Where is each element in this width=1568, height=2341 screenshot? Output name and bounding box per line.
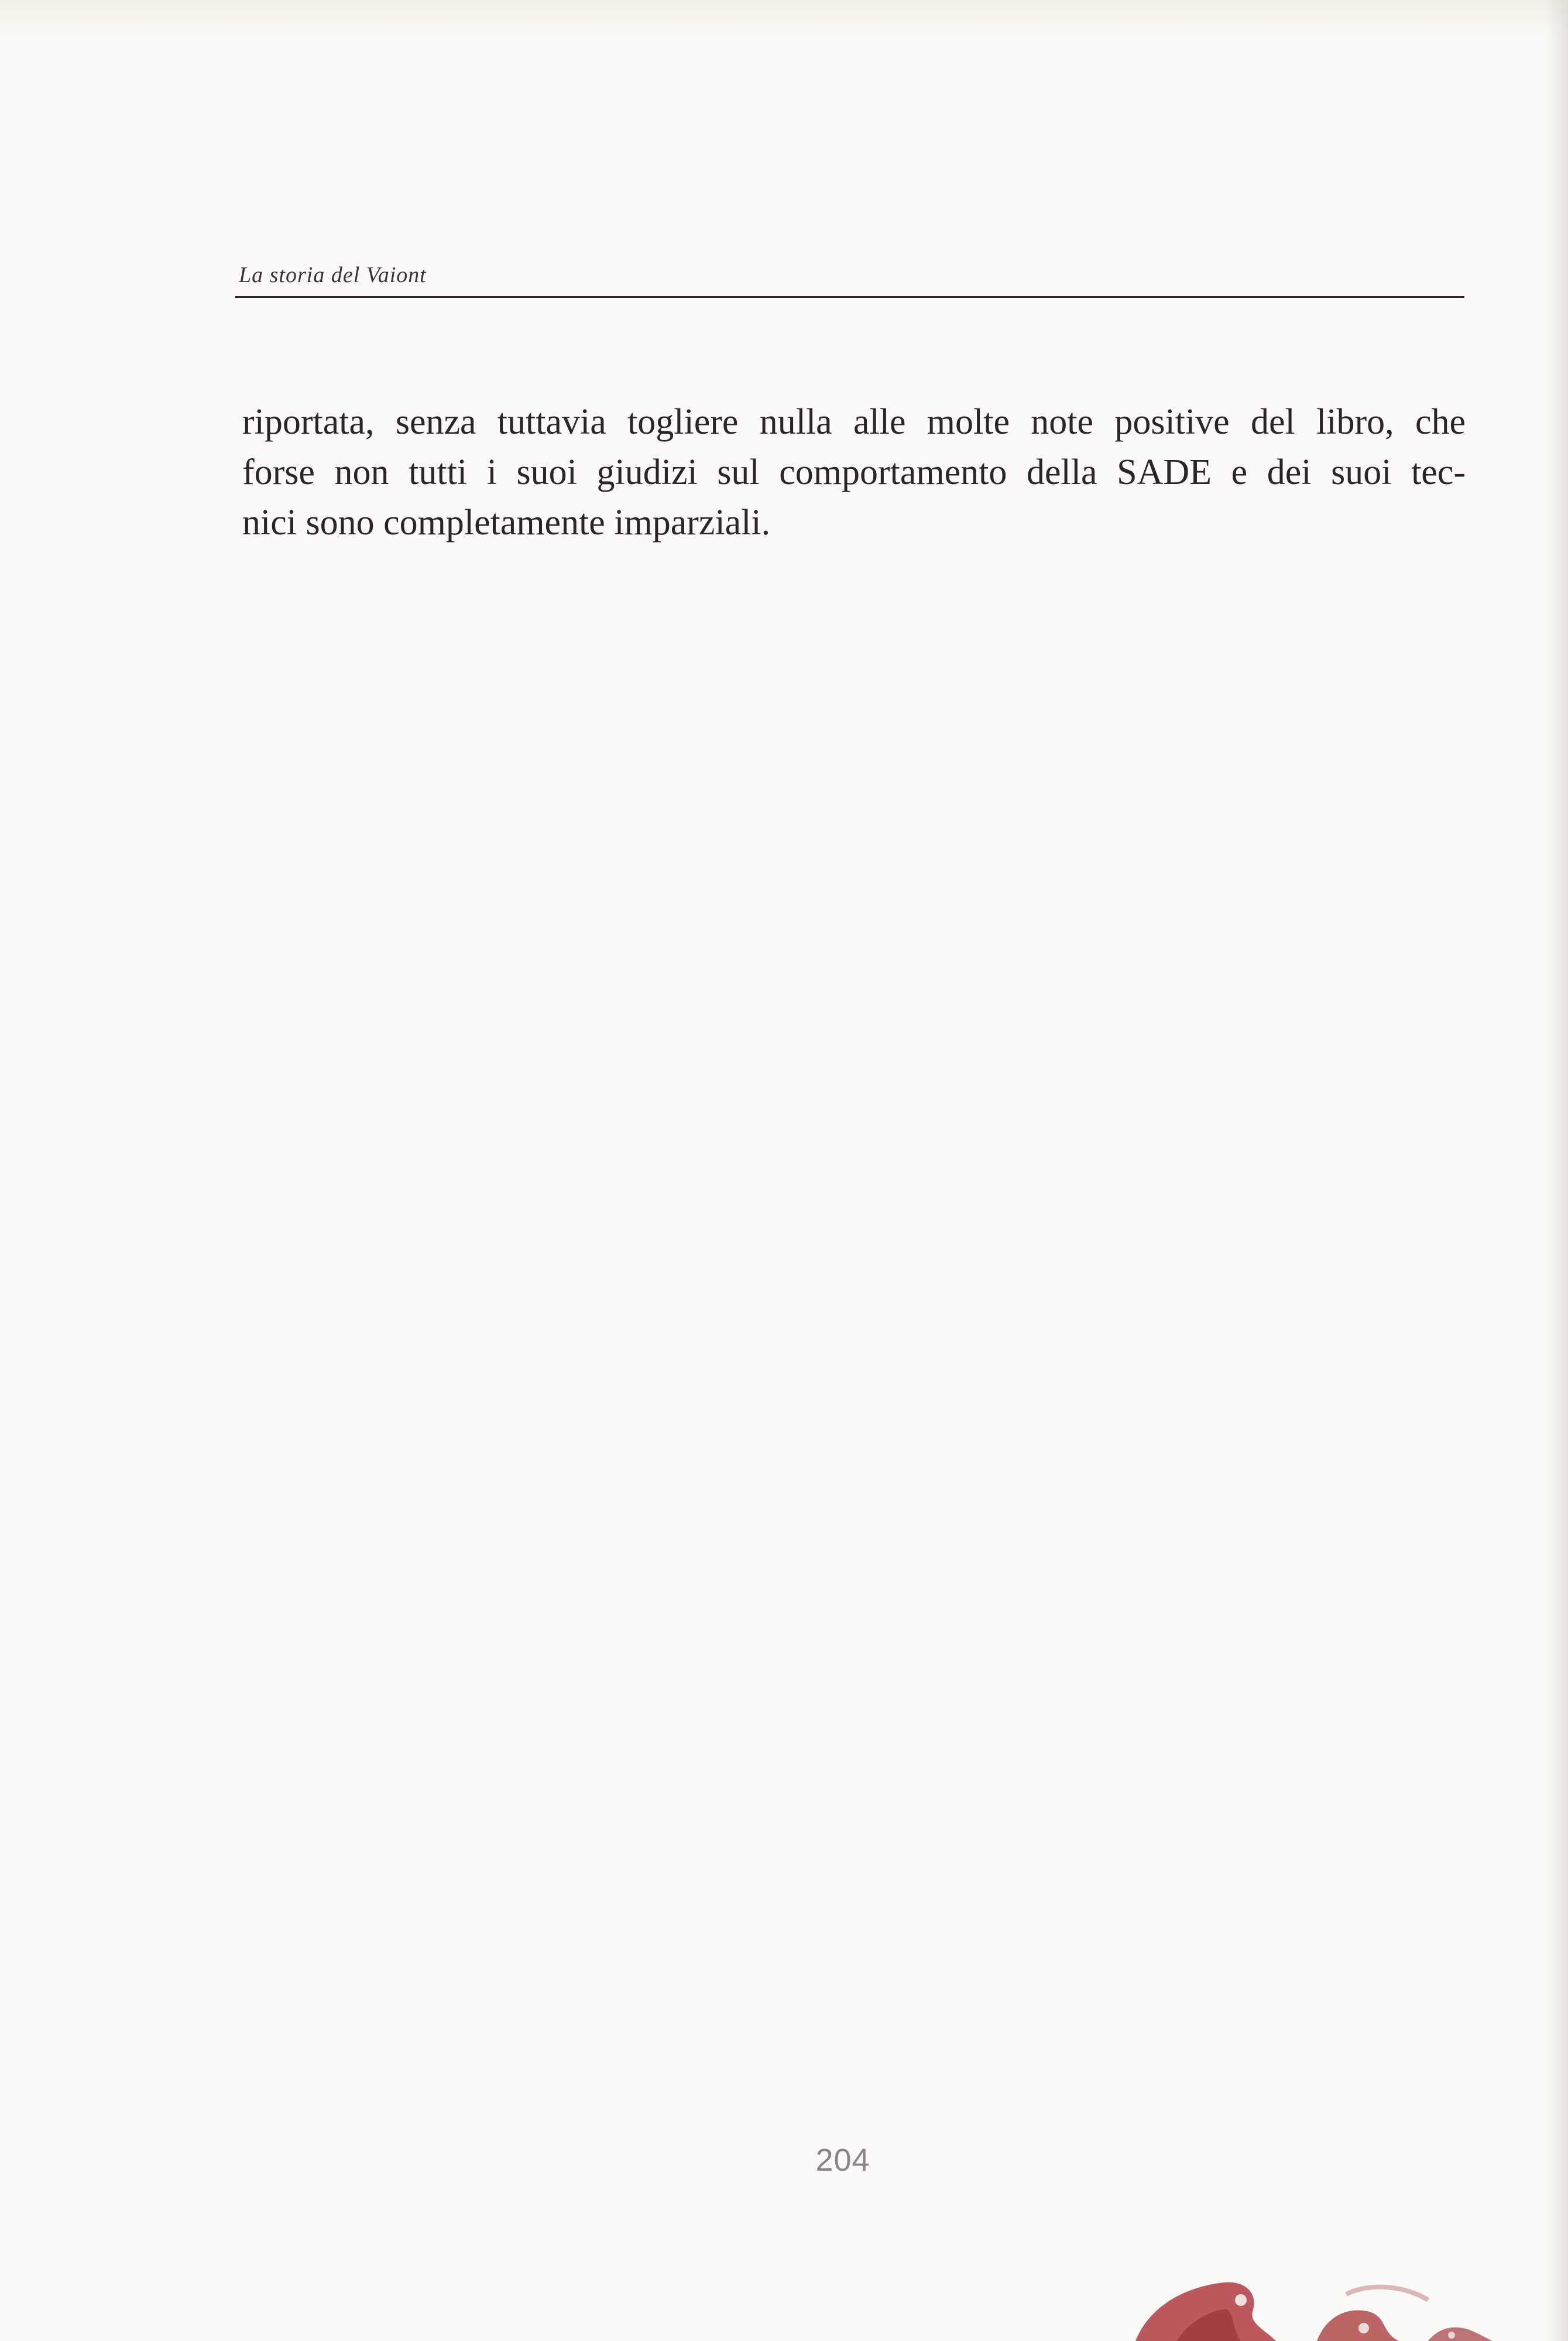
body-paragraph <box>242 397 1466 548</box>
body-line: nici sono completamente imparziali. <box>242 503 771 543</box>
running-header-title: La storia del Vaiont <box>239 263 427 287</box>
page-top-shadow <box>0 0 1568 35</box>
page-edge-shadow <box>1545 0 1568 2341</box>
page-number: 204 <box>815 2143 870 2178</box>
header-rule <box>235 296 1464 298</box>
body-line: forse non tutti i suoi giudizi sul comportamento della SADE e dei suoi tec- <box>242 452 1466 492</box>
body-line: riportata, senza tuttavia togliere nulla alle molte note positive del libro, che <box>242 402 1466 442</box>
red-stain <box>1124 2259 1568 2341</box>
